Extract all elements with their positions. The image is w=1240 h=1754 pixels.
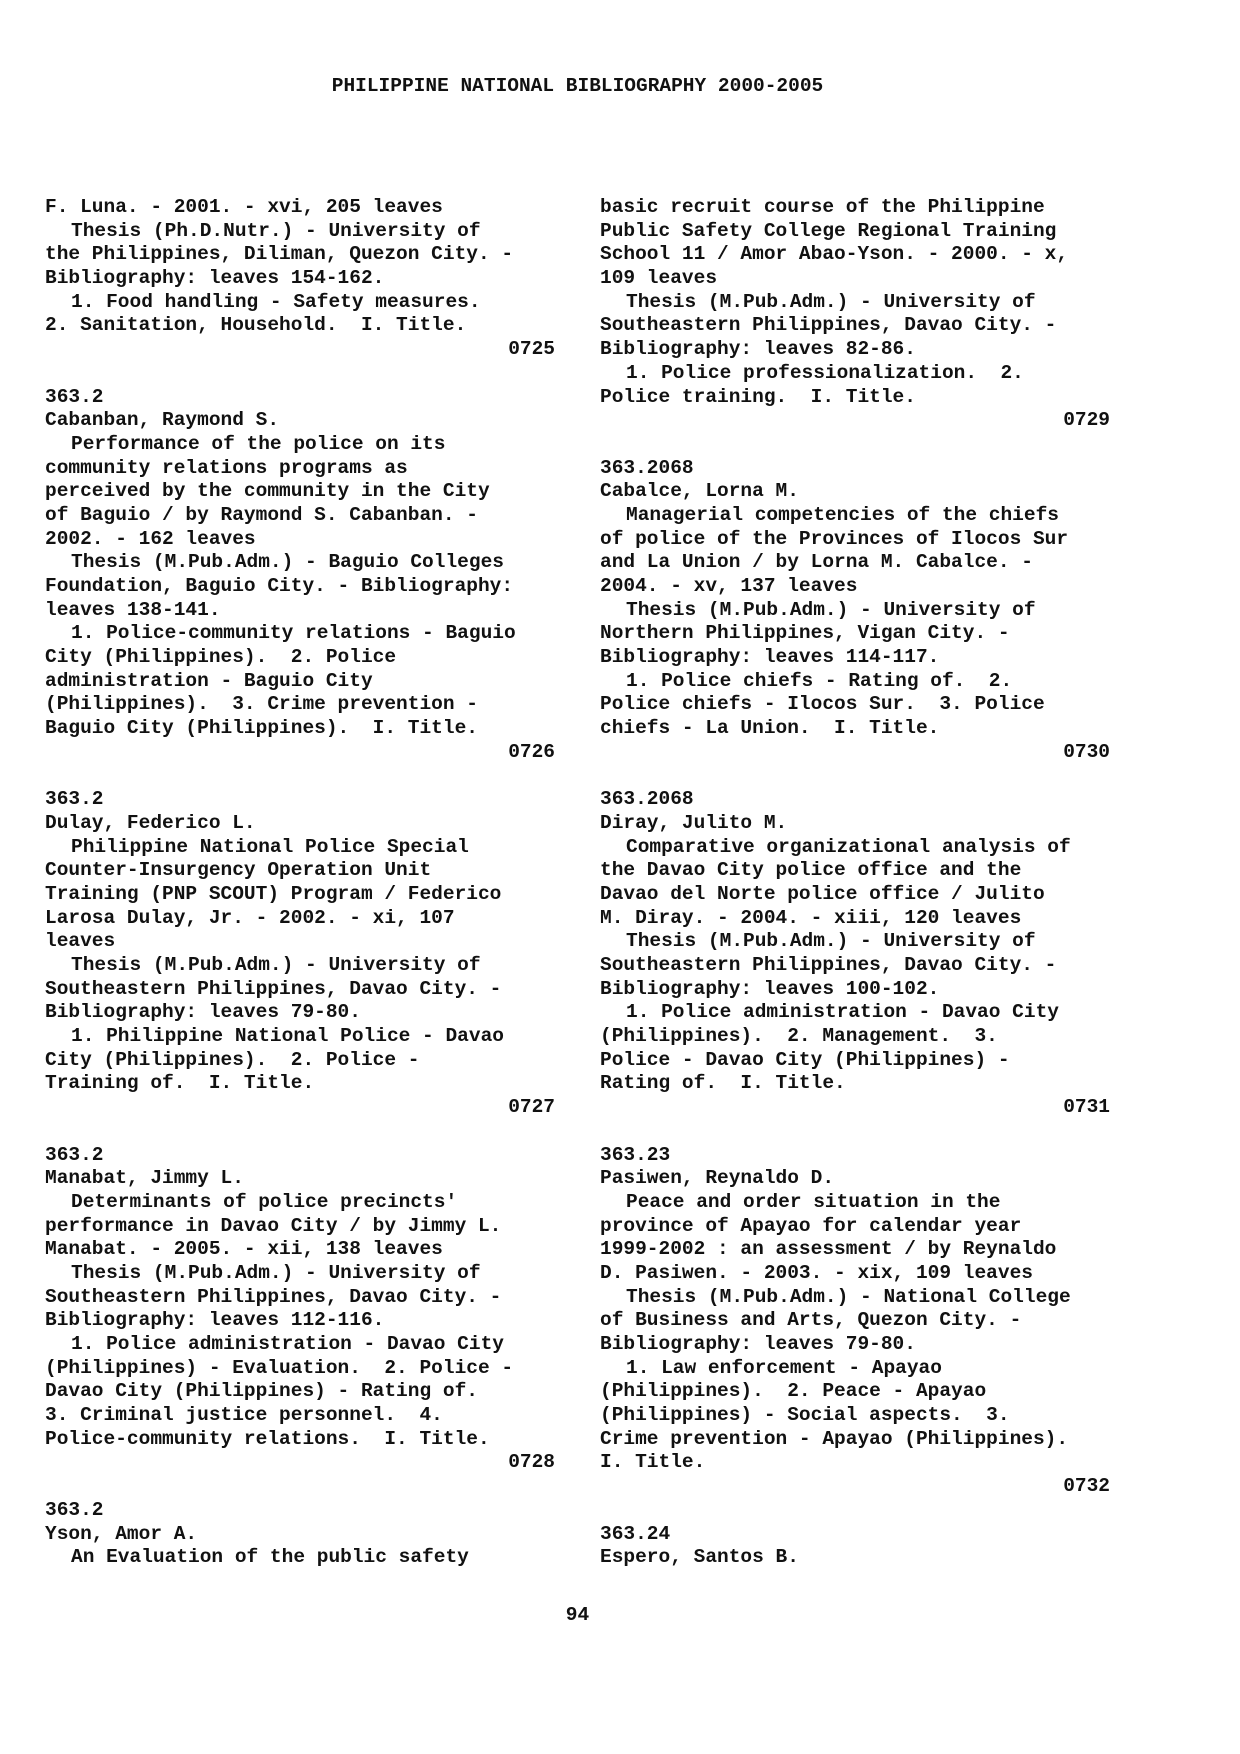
entry-subject-line: Police-community relations. I. Title. (45, 1427, 490, 1450)
entry-note-line: of Business and Arts, Quezon City. - (600, 1309, 1022, 1332)
class-number: 363.2 (45, 788, 104, 811)
entry-subject-line: 1. Philippine National Police - Davao (71, 1025, 504, 1048)
entry-subject-line: administration - Baguio City (45, 669, 373, 692)
entry-title-line: basic recruit course of the Philippine (600, 196, 1045, 218)
entry-subject-line: (Philippines) - Social aspects. 3. (600, 1404, 1010, 1427)
entry-subject-line: Baguio City (Philippines). I. Title. (45, 717, 478, 740)
entry-title-line: 1999-2002 : an assessment / by Reynaldo (600, 1238, 1057, 1261)
entry-note-line: the Philippines, Diliman, Quezon City. - (45, 243, 514, 266)
bibliography-entry-0731 (600, 788, 1110, 1120)
entry-note-line: Bibliography: leaves 82-86. (600, 338, 916, 361)
entry-author: Espero, Santos B. (600, 1546, 799, 1569)
entry-subject-line: 1. Food handling - Safety measures. (71, 290, 481, 313)
class-number: 363.2 (45, 1143, 104, 1166)
entry-note-line: Southeastern Philippines, Davao City. - (600, 954, 1057, 976)
entry-note-line: Bibliography: leaves 154-162. (45, 267, 385, 290)
entry-note-line: Bibliography: leaves 114-117. (600, 646, 940, 669)
entry-subject-line: City (Philippines). 2. Police - (45, 1048, 420, 1071)
entry-note-line: Southeastern Philippines, Davao City. - (45, 1285, 502, 1308)
bibliography-entry-0726 (45, 386, 555, 765)
entry-subject-line: 1. Law enforcement - Apayao (626, 1356, 942, 1379)
entry-subject-line: 1. Police administration - Davao City (71, 1333, 504, 1355)
entry-title-line: community relations programs as (45, 456, 408, 479)
entry-subject-line: (Philippines). 2. Peace - Apayao (600, 1380, 987, 1403)
entry-subject-line: Davao City (Philippines) - Rating of. (45, 1380, 478, 1403)
entry-note-line: Thesis (M.Pub.Adm.) - Baguio Colleges (71, 551, 504, 574)
entry-note-line: Thesis (Ph.D.Nutr.) - University of (71, 219, 481, 242)
entry-note-line: Thesis (M.Pub.Adm.) - National College (626, 1285, 1071, 1308)
entry-subject-line: (Philippines). 2. Management. 3. (600, 1025, 998, 1048)
entry-note-line: Northern Philippines, Vigan City. - (600, 622, 1010, 645)
entry-author: Manabat, Jimmy L. (45, 1167, 244, 1190)
entry-text-line: F. Luna. - 2001. - xvi, 205 leaves (45, 196, 443, 218)
bibliography-entry-0727 (45, 788, 555, 1120)
entry-subject-line: City (Philippines). 2. Police (45, 646, 397, 669)
entry-title-line: Larosa Dulay, Jr. - 2002. - xi, 107 (45, 906, 455, 929)
entry-title-line: An Evaluation of the public safety (71, 1546, 469, 1569)
entry-number: 0731 (1063, 1096, 1110, 1119)
class-number: 363.2 (45, 1498, 104, 1521)
entry-number: 0732 (1063, 1475, 1110, 1498)
entry-note-line: Thesis (M.Pub.Adm.) - University of (626, 930, 1036, 953)
entry-subject-line: Rating of. I. Title. (600, 1072, 846, 1095)
left-column (45, 196, 555, 1570)
entry-title-line: Philippine National Police Special (71, 835, 469, 858)
entry-title-line: 109 leaves (600, 267, 718, 290)
entry-subject-line: 1. Police professionalization. 2. (626, 361, 1024, 384)
entry-note-line: Southeastern Philippines, Davao City. - (600, 314, 1057, 337)
class-number: 363.2068 (600, 456, 694, 479)
entry-title-line: 2004. - xv, 137 leaves (600, 575, 858, 597)
entry-title-line: Manabat. - 2005. - xii, 138 leaves (45, 1238, 443, 1261)
running-header: PHILIPPINE NATIONAL BIBLIOGRAPHY 2000-2005 (331, 75, 824, 97)
entry-subject-line: Police chiefs - Ilocos Sur. 3. Police (600, 693, 1045, 716)
entry-title-line: Managerial competencies of the chiefs (626, 503, 1059, 526)
entry-title-line: perceived by the community in the City (45, 480, 490, 503)
class-number: 363.2 (45, 385, 104, 408)
entry-author: Cabanban, Raymond S. (45, 409, 280, 432)
entry-subject-line: Training of. I. Title. (45, 1072, 315, 1095)
entry-title-line: leaves (45, 930, 116, 953)
entry-note-line: Bibliography: leaves 112-116. (45, 1309, 385, 1332)
class-number: 363.24 (600, 1522, 671, 1545)
right-column (600, 196, 1110, 1570)
entry-subject-line: chiefs - La Union. I. Title. (600, 717, 940, 740)
entry-note-line: Thesis (M.Pub.Adm.) - University of (626, 598, 1036, 621)
entry-title-line: Peace and order situation in the (626, 1190, 1001, 1213)
entry-subject-line: Police training. I. Title. (600, 385, 916, 408)
bibliography-entry-0729-start (45, 1499, 555, 1570)
entry-subject-line: I. Title. (600, 1451, 706, 1474)
entry-subject-line: 1. Police administration - Davao City (626, 1001, 1059, 1024)
entry-note-line: Thesis (M.Pub.Adm.) - University of (626, 290, 1036, 313)
entry-title-line: performance in Davao City / by Jimmy L. (45, 1214, 502, 1237)
entry-subject-line: 3. Criminal justice personnel. 4. (45, 1404, 443, 1427)
entry-note-line: Bibliography: leaves 79-80. (45, 1001, 361, 1024)
entry-number: 0726 (508, 740, 555, 763)
entry-title-line: province of Apayao for calendar year (600, 1214, 1022, 1237)
entry-subject-line: 1. Police-community relations - Baguio (71, 622, 516, 645)
bibliography-entry-0725 (45, 196, 555, 362)
entry-title-line: 2002. - 162 leaves (45, 527, 256, 550)
entry-title-line: School 11 / Amor Abao-Yson. - 2000. - x, (600, 243, 1069, 266)
entry-title-line: of Baguio / by Raymond S. Cabanban. - (45, 503, 478, 526)
entry-number: 0728 (508, 1451, 555, 1474)
class-number: 363.2068 (600, 788, 694, 811)
entry-title-line: Public Safety College Regional Training (600, 219, 1057, 242)
bibliography-entry-0730 (600, 457, 1110, 765)
entry-number: 0725 (508, 338, 555, 361)
entry-title-line: the Davao City police office and the (600, 859, 1022, 882)
bibliography-entry-0732 (600, 1144, 1110, 1499)
entry-number: 0729 (1063, 409, 1110, 432)
entry-note-line: Thesis (M.Pub.Adm.) - University of (71, 954, 481, 976)
entry-title-line: Performance of the police on its (71, 432, 446, 455)
entry-title-line: Davao del Norte police office / Julito (600, 882, 1045, 905)
entry-note-line: leaves 138-141. (45, 598, 221, 621)
entry-note-line: Thesis (M.Pub.Adm.) - University of (71, 1261, 481, 1284)
entry-author: Dulay, Federico L. (45, 811, 256, 834)
entry-number: 0730 (1063, 740, 1110, 763)
entry-note-line: Bibliography: leaves 100-102. (600, 977, 940, 1000)
entry-title-line: Determinants of police precincts' (71, 1190, 458, 1213)
entry-title-line: of police of the Provinces of Ilocos Sur (600, 527, 1069, 550)
entry-author: Pasiwen, Reynaldo D. (600, 1167, 835, 1190)
entry-title-line: M. Diray. - 2004. - xiii, 120 leaves (600, 906, 1022, 929)
entry-note-line: Bibliography: leaves 79-80. (600, 1333, 916, 1355)
entry-subject-line: 1. Police chiefs - Rating of. 2. (626, 669, 1013, 692)
entry-number: 0727 (508, 1096, 555, 1119)
entry-title-line: Training (PNP SCOUT) Program / Federico (45, 882, 502, 905)
entry-note-line: Southeastern Philippines, Davao City. - (45, 977, 502, 1000)
entry-subject-line: (Philippines). 3. Crime prevention - (45, 693, 478, 716)
entry-title-line: and La Union / by Lorna M. Cabalce. - (600, 551, 1033, 574)
class-number: 363.23 (600, 1143, 671, 1166)
entry-author: Diray, Julito M. (600, 811, 788, 834)
entry-author: Cabalce, Lorna M. (600, 480, 799, 503)
bibliography-entry-0728 (45, 1144, 555, 1476)
page-number: 94 (565, 1604, 590, 1626)
bibliography-entry-0733-start (600, 1523, 1110, 1570)
entry-subject-line: (Philippines) - Evaluation. 2. Police - (45, 1356, 514, 1379)
entry-title-line: Counter-Insurgency Operation Unit (45, 859, 432, 882)
entry-subject-line: Crime prevention - Apayao (Philippines). (600, 1427, 1069, 1450)
entry-note-line: Foundation, Baguio City. - Bibliography: (45, 575, 514, 597)
entry-subject-line: 2. Sanitation, Household. I. Title. (45, 314, 467, 337)
entry-author: Yson, Amor A. (45, 1522, 198, 1545)
bibliography-entry-0729 (600, 196, 1110, 433)
entry-subject-line: Police - Davao City (Philippines) - (600, 1048, 1010, 1071)
entry-title-line: D. Pasiwen. - 2003. - xix, 109 leaves (600, 1261, 1033, 1284)
entry-title-line: Comparative organizational analysis of (626, 835, 1071, 858)
